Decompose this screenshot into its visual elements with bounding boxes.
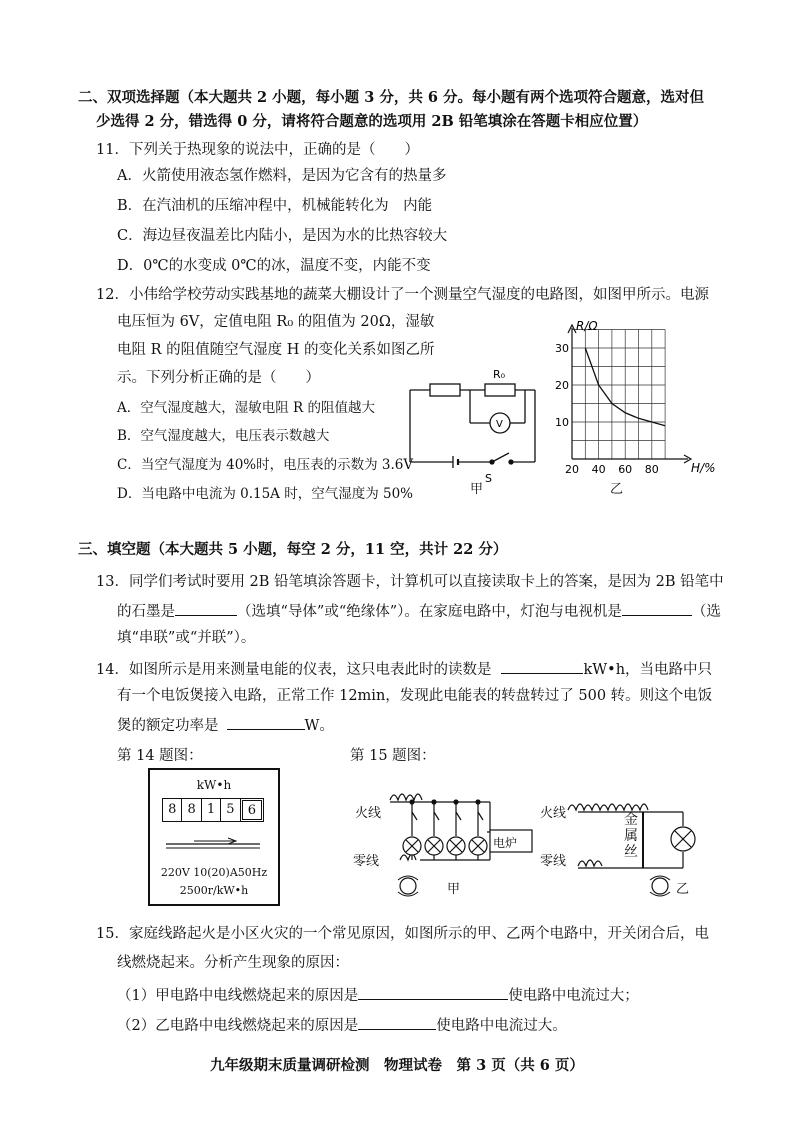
- electricity-meter: [148, 768, 280, 906]
- q13-line2: [117, 600, 721, 622]
- q12-option-a: A．空气湿度越大，湿敏电阻 R 的阻值越大: [117, 400, 375, 416]
- q15-part1-text-b: 使电路中电流过大；: [508, 988, 639, 1004]
- y-axis-label: R/Ω: [576, 319, 598, 333]
- q11-stem: 11．下列关于热现象的说法中，正确的是（ ）: [96, 142, 419, 158]
- q14-line2: 有一个电饭煲接入电路，正常工作 12min，发现此电能表的转盘转过了 500 转。则这个电饭: [117, 688, 713, 704]
- q12-line3: 电阻 R 的阻值随空气湿度 H 的变化关系如图乙所: [117, 342, 435, 358]
- switch-icon: [456, 812, 461, 820]
- q14-line3: [117, 714, 334, 736]
- q13-line1: 13．同学们考试时要用 2B 铅笔填涂答题卡，计算机可以直接读取卡上的答案，是因为 2B 铅笔中: [96, 574, 724, 590]
- junction-dot: [410, 800, 414, 804]
- meter-digits: [162, 798, 264, 822]
- resistor-r0: [485, 384, 515, 396]
- q12-option-d: D．当电路中电流为 0.15A 时，空气湿度为 50%: [117, 486, 414, 502]
- figure14-label: 第 14 题图：: [117, 748, 203, 764]
- y-tick-label: 10: [555, 416, 569, 429]
- figure15-label: 第 15 题图：: [350, 748, 436, 764]
- q14-text-a: 14．如图所示是用来测量电能的仪表，这只电表此时的读数是: [96, 662, 492, 678]
- q15-part2-text-a: （2）乙电路中电线燃烧起来的原因是: [117, 1018, 359, 1034]
- meter-turntable-icon: [164, 834, 264, 854]
- q14-text-c: 煲的额定功率是: [117, 718, 219, 734]
- humidity-resistor-r: [430, 384, 460, 396]
- r0-label: R₀: [493, 368, 506, 381]
- q12-line2: 电压恒为 6V，定值电阻 R₀ 的阻值为 20Ω，湿敏: [117, 314, 435, 330]
- meter-digit: 8: [163, 799, 182, 821]
- circuit-diagram-jia: [405, 360, 550, 490]
- junction-dot: [454, 800, 458, 804]
- metal-wire-label-2: 属: [624, 828, 638, 844]
- switch-icon: [412, 812, 417, 820]
- voltmeter-label: V: [496, 419, 503, 430]
- q15-part1-text-a: （1）甲电路中电线燃烧起来的原因是: [117, 988, 359, 1004]
- q13-text-c: （选: [691, 604, 721, 620]
- meter-digit: 1: [202, 799, 221, 821]
- humidity-resistance-chart: [545, 308, 725, 478]
- x-tick-label: 40: [591, 463, 606, 476]
- metal-wire-label-3: 丝: [624, 844, 638, 860]
- section3-title: 三、填空题（本大题共 5 小题，每空 2 分，11 空，共计 22 分）: [78, 541, 508, 558]
- y-tick-label: 20: [555, 379, 569, 392]
- live-wire-label-jia: 火线: [355, 806, 382, 821]
- q13-text-b: （选填“导体”或“绝缘体”）。在家庭电路中，灯泡与电视机是: [237, 604, 622, 620]
- q14-blank-1[interactable]: [501, 658, 583, 674]
- meter-digit: 8: [182, 799, 201, 821]
- x-tick-label: 60: [618, 463, 633, 476]
- plug-icon: [393, 874, 423, 898]
- q15-blank-1[interactable]: [358, 984, 508, 1000]
- q14-text-d: W。: [304, 718, 334, 734]
- q15-line1: 15．家庭线路起火是小区火灾的一个常见原因，如图所示的甲、乙两个电路中，开关闭合后，电: [96, 926, 709, 942]
- switch-icon: [478, 812, 483, 820]
- q15-part1: [117, 984, 639, 1006]
- metal-wire-label-1: 金: [624, 812, 638, 828]
- meter-digit: 5: [221, 799, 240, 821]
- junction-dot: [476, 800, 480, 804]
- q11-option-c: C．海边昼夜温差比内陆小，是因为水的比热容较大: [117, 228, 448, 244]
- live-wire-label-yi: 火线: [540, 806, 567, 821]
- x-tick-label: 20: [565, 463, 579, 476]
- section2-title-line1: 二、双项选择题（本大题共 2 小题，每小题 3 分，共 6 分。每小题有两个选项符合题意，选对但: [78, 89, 705, 106]
- x-tick-label: 80: [644, 463, 659, 476]
- figure-yi-caption: 乙: [610, 482, 624, 497]
- figure15-yi-caption: 乙: [676, 882, 690, 897]
- flame-icon: [390, 794, 422, 800]
- neutral-wire-label-jia: 零线: [353, 854, 380, 869]
- q15-line2: 线燃烧起来。分析产生现象的原因：: [117, 955, 349, 971]
- electric-stove-label: 电炉: [493, 836, 518, 850]
- section2-title-line2: 少选得 2 分，错选得 0 分，请将符合题意的选项用 2B 铅笔填涂在答题卡相应位置）: [96, 113, 648, 130]
- q12-line4: 示。下列分析正确的是（ ）: [117, 370, 320, 386]
- q14-text-b: kW•h，当电路中只: [583, 662, 713, 678]
- q13-text-a: 的石墨是: [117, 604, 175, 620]
- q15-blank-2[interactable]: [358, 1014, 436, 1030]
- q13-line3: 填“串联”或“并联”）。: [117, 630, 256, 646]
- q14-line1: [96, 658, 712, 680]
- q11-option-a: A．火箭使用液态氢作燃料，是因为它含有的热量多: [117, 168, 447, 184]
- q13-blank-2[interactable]: [622, 600, 692, 616]
- q13-blank-1[interactable]: [175, 600, 237, 616]
- meter-unit: kW•h: [196, 778, 232, 792]
- q11-option-b: B．在汽油机的压缩冲程中，机械能转化为 内能: [117, 198, 433, 214]
- q12-line1: 12．小伟给学校劳动实践基地的蔬菜大棚设计了一个测量空气湿度的电路图，如图甲所示。电源: [96, 287, 709, 303]
- q12-option-c: C．当空气湿度为 40%时，电压表的示数为 3.6V: [117, 457, 414, 473]
- meter-spec-rating: 220V 10(20)A50Hz: [160, 866, 268, 879]
- y-tick-label: 30: [555, 342, 569, 355]
- q11-option-d: D．0℃的水变成 0℃的冰，温度不变，内能不变: [117, 258, 431, 274]
- neutral-wire-label-yi: 零线: [540, 854, 567, 869]
- x-axis-label: H/%: [691, 461, 716, 475]
- figure15-jia-caption: 甲: [447, 882, 461, 897]
- q12-option-b: B．空气湿度越大，电压表示数越大: [117, 428, 330, 444]
- switch-icon: [492, 453, 509, 462]
- flame-icon: [578, 860, 602, 866]
- page-footer: 九年级期末质量调研检测 物理试卷 第 3 页（共 6 页）: [210, 1057, 584, 1074]
- q15-part2: [117, 1014, 567, 1036]
- plug-icon: [645, 874, 675, 898]
- junction-dot: [432, 800, 436, 804]
- meter-spec-constant: 2500r/kW•h: [179, 884, 249, 897]
- q15-part2-text-b: 使电路中电流过大。: [436, 1018, 567, 1034]
- meter-digit-decimal: 6: [242, 800, 262, 820]
- switch-icon: [434, 812, 439, 820]
- q14-blank-2[interactable]: [227, 714, 305, 730]
- figure-jia-caption: 甲: [470, 482, 484, 497]
- switch-label: S: [485, 472, 492, 485]
